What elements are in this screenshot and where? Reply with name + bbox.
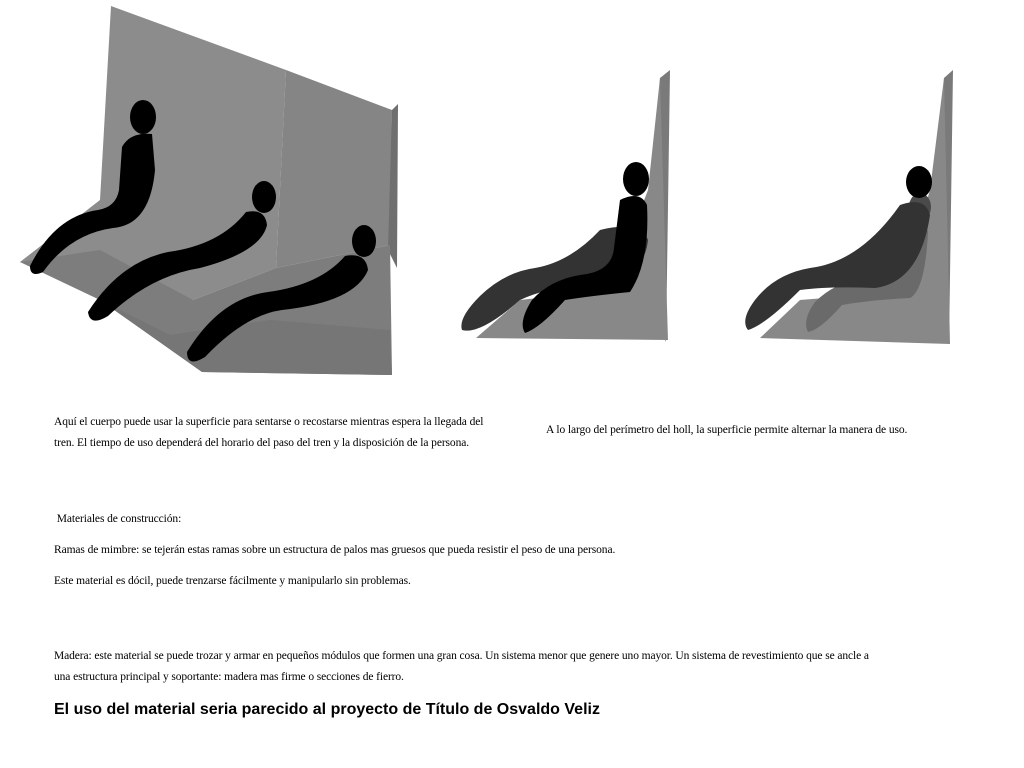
conclusion-heading: El uso del material seria parecido al proyecto de Título de Osvaldo Veliz: [54, 701, 600, 718]
material-madera: Madera: este material se puede trozar y armar en pequeños módulos que formen una gran cosa. Un sistema menor que genere uno mayor. Un sistema de revestimiento que se ancle a una estructura principal y soportante: madera mas firme o secciones de fierro.: [54, 650, 869, 683]
material-mimbre: Ramas de mimbre: se tejerán estas ramas sobre un estructura de palos mas gruesos que pueda resistir el peso de una persona.: [54, 544, 616, 556]
materials-heading-text: Materiales de construcción:: [56, 513, 182, 525]
caption-right: A lo largo del perímetro del holl, la superficie permite alternar la manera de uso.: [546, 424, 908, 436]
caption-left: Aquí el cuerpo puede usar la superficie para sentarse o recostarse mientras espera la llegada del tren. El tiempo de uso dependerá del horario del paso del tren y la disposición de la persona.: [54, 416, 484, 449]
materials-heading: [54, 509, 181, 530]
material-docil: Este material es dócil, puede trenzarse fácilmente y manipularlo sin problemas.: [54, 575, 411, 587]
wall-surface-left: [20, 6, 398, 375]
